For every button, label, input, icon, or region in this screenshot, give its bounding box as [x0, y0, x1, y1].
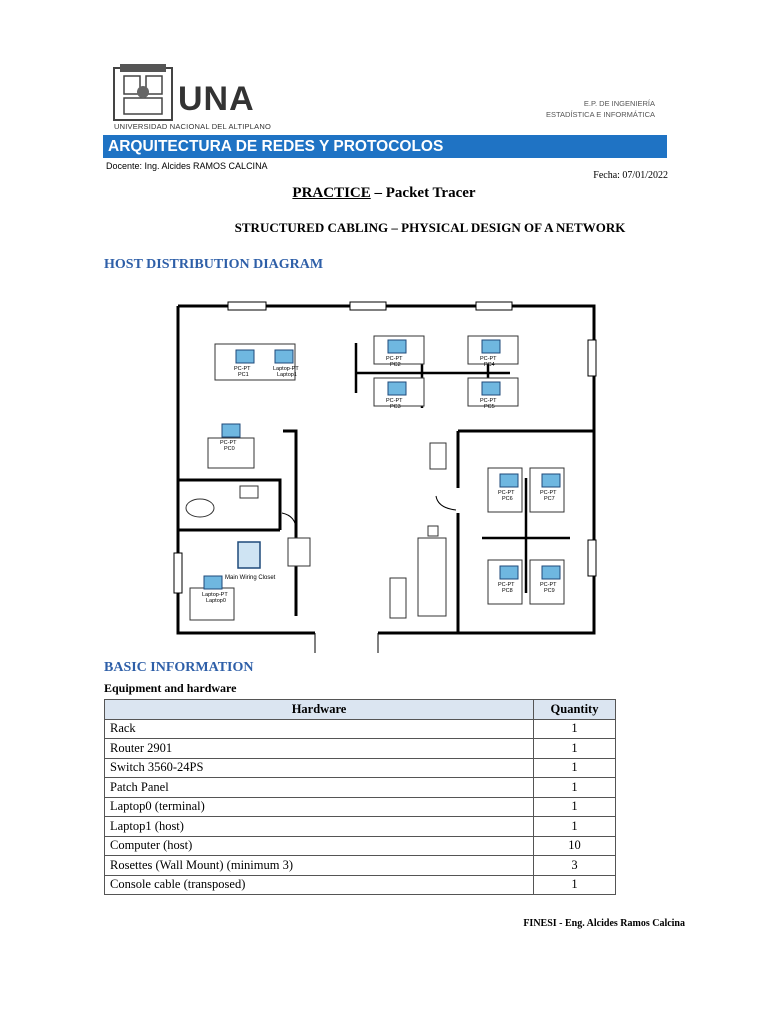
- hardware-cell: Console cable (transposed): [105, 875, 534, 895]
- pc-icon: [222, 424, 240, 437]
- device-type-label: PC-PT: [540, 490, 557, 496]
- hardware-table: [104, 699, 616, 895]
- logo-text: UNA: [178, 80, 255, 118]
- school-line1: E.P. DE INGENIERÍA: [583, 99, 655, 108]
- table-row: [105, 875, 616, 895]
- closet-label: Main Wiring Closet: [225, 575, 276, 581]
- course-banner: ARQUITECTURA DE REDES Y PROTOCOLOS: [103, 135, 667, 158]
- device-name-label: Laptop1: [277, 372, 297, 378]
- hardware-cell: Patch Panel: [105, 778, 534, 798]
- table-row: [105, 836, 616, 856]
- rack-icon: [238, 542, 260, 568]
- pc-icon: [236, 350, 254, 363]
- device-name-label: PC6: [502, 496, 513, 502]
- device-type-label: PC-PT: [540, 582, 557, 588]
- device-name-label: PC1: [238, 372, 249, 378]
- table-row: [105, 719, 616, 739]
- device-name-label: PC9: [544, 588, 555, 594]
- quantity-cell: 1: [534, 797, 616, 817]
- table-row: [105, 797, 616, 817]
- quantity-cell: 1: [534, 778, 616, 798]
- device-name-label: PC0: [224, 446, 235, 452]
- device-name-label: PC2: [390, 362, 401, 368]
- quantity-cell: 1: [534, 875, 616, 895]
- header-hardware: Hardware: [105, 700, 534, 720]
- pc-icon: [542, 474, 560, 487]
- school-line2: ESTADÍSTICA E INFORMÁTICA: [545, 110, 655, 119]
- table-row: [105, 778, 616, 798]
- hardware-cell: Rosettes (Wall Mount) (minimum 3): [105, 856, 534, 876]
- quantity-cell: 1: [534, 719, 616, 739]
- quantity-cell: 1: [534, 739, 616, 759]
- device-type-label: PC-PT: [480, 398, 497, 404]
- device-type-label: Laptop-PT: [202, 592, 228, 598]
- hardware-cell: Router 2901: [105, 739, 534, 759]
- device-type-label: PC-PT: [234, 366, 251, 372]
- pc-icon: [482, 382, 500, 395]
- quantity-cell: 1: [534, 758, 616, 778]
- quantity-cell: 1: [534, 817, 616, 837]
- page-title: [0, 185, 768, 202]
- table-row: [105, 856, 616, 876]
- floor-plan: [170, 298, 602, 660]
- hardware-cell: Computer (host): [105, 836, 534, 856]
- hardware-cell: Switch 3560-24PS: [105, 758, 534, 778]
- laptop-icon: [275, 350, 293, 363]
- device-type-label: PC-PT: [386, 398, 403, 404]
- device-type-label: PC-PT: [386, 356, 403, 362]
- device-name-label: Laptop0: [206, 598, 226, 604]
- pc-icon: [388, 340, 406, 353]
- pc-icon: [500, 474, 518, 487]
- device-name-label: PC3: [390, 404, 401, 410]
- pc-icon: [482, 340, 500, 353]
- section-equipment: Equipment and hardware: [104, 681, 237, 695]
- university-seal-icon: [110, 62, 178, 124]
- device-type-label: PC-PT: [498, 582, 515, 588]
- pc-icon: [388, 382, 406, 395]
- laptop-icon: [204, 576, 222, 589]
- device-type-label: Laptop-PT: [273, 366, 299, 372]
- pc-icon: [542, 566, 560, 579]
- page-subtitle: STRUCTURED CABLING – PHYSICAL DESIGN OF A NETWORK: [234, 220, 626, 235]
- table-header-row: [105, 700, 616, 720]
- quantity-cell: 10: [534, 836, 616, 856]
- pc-icon: [500, 566, 518, 579]
- table-row: [105, 739, 616, 759]
- header-quantity: Quantity: [534, 700, 616, 720]
- section-diagram: HOST DISTRIBUTION DIAGRAM: [104, 257, 324, 272]
- device-name-label: PC8: [502, 588, 513, 594]
- device-name-label: PC5: [484, 404, 495, 410]
- device-type-label: PC-PT: [220, 440, 237, 446]
- footer: FINESI - Eng. Alcides Ramos Calcina: [523, 918, 685, 929]
- title-rest: – Packet Tracer: [370, 185, 476, 201]
- device-type-label: PC-PT: [480, 356, 497, 362]
- table-row: [105, 817, 616, 837]
- title-prefix: PRACTICE: [292, 185, 371, 201]
- quantity-cell: 3: [534, 856, 616, 876]
- table-row: [105, 758, 616, 778]
- hardware-cell: Laptop1 (host): [105, 817, 534, 837]
- hardware-cell: Laptop0 (terminal): [105, 797, 534, 817]
- device-name-label: PC7: [544, 496, 555, 502]
- hardware-cell: Rack: [105, 719, 534, 739]
- date-label: Fecha: 07/01/2022: [593, 170, 668, 181]
- university-name: UNIVERSIDAD NACIONAL DEL ALTIPLANO: [114, 122, 271, 131]
- device-type-label: PC-PT: [498, 490, 515, 496]
- docente-label: Docente: Ing. Alcides RAMOS CALCINA: [106, 161, 268, 171]
- device-name-label: PC4: [484, 362, 495, 368]
- section-basic: BASIC INFORMATION: [104, 660, 254, 675]
